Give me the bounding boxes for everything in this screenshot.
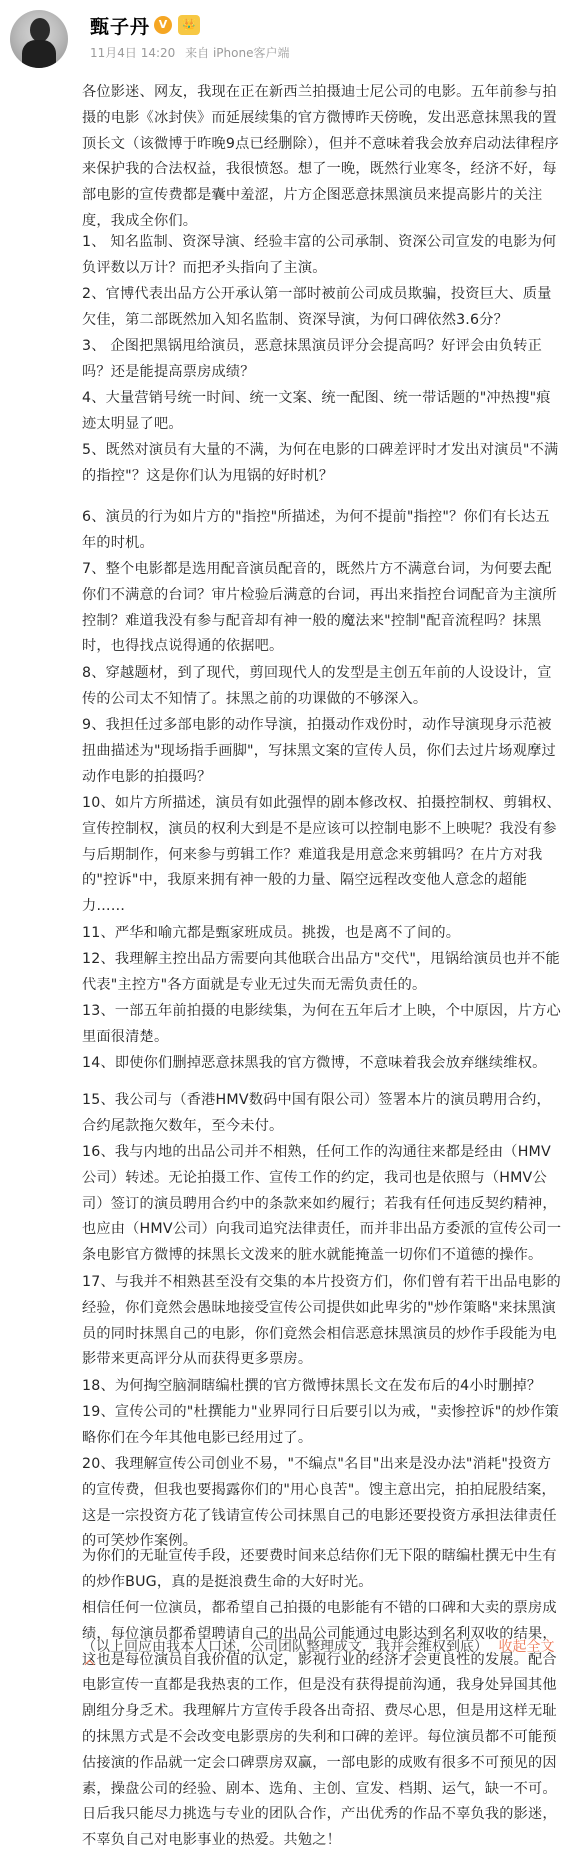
post-time: 11月4日 14:20 — [90, 46, 176, 60]
post-meta — [90, 44, 295, 61]
list-item: 13、一部五年前拍摄的电影续集，为何在五年后才上映，个中原因，片方心里面很清楚。 — [82, 1003, 561, 1045]
post-source[interactable]: 来自 iPhone客户端 — [185, 46, 290, 60]
list-item: 11、严华和喻亢都是甄家班成员。挑拨，也是离不了间的。 — [82, 925, 461, 941]
list-item: 2、官博代表出品方公开承认第一部时被前公司成员欺骗，投资巨大、质量欠佳，第二部既然加入知名监制、资深导演，为何口碑依然3.6分？ — [82, 286, 552, 328]
list-item: 19、宣传公司的"杜撰能力"业界同行日后要引以为戒，"卖惨控诉"的炒作策略你们在今年其他电影已经用过了。 — [82, 1404, 559, 1446]
post-footer — [82, 1636, 562, 1672]
collapse-label[interactable]: 收起全文 — [498, 1639, 555, 1655]
list-item: 15、我公司与（香港HMV数码中国有限公司）签署本片的演员聘用合约，合约尾款拖欠数年，至今未付。 — [82, 1092, 551, 1134]
footer-note: （以上回应由我本人口述，公司团队整理成文，我并会维权到底） — [82, 1639, 488, 1655]
list-item: 10、如片方所描述，演员有如此强悍的剧本修改权、拍摄控制权、剪辑权、宣传控制权，演员的权利大到是不是应该可以控制电影不上映呢？我没有参与后期制作，何来参与剪辑工作？难道我是用意念来剪辑吗？在片方对我的"控诉"中，我原来拥有神一般的力量、隔空远程改变他人意念的超能力…… — [82, 795, 561, 915]
verified-badge-icon: V — [154, 16, 172, 34]
chevron-up-icon[interactable] — [85, 1659, 95, 1669]
list-item: 8、穿越题材，到了现代，剪回现代人的发型是主创五年前的人设设计，宣传的公司太不知情了。抹黑之前的功课做的不够深入。 — [82, 665, 552, 707]
avatar[interactable] — [10, 10, 68, 68]
closing-paragraph: 为你们的无耻宣传手段，还要费时间来总结你们无下限的瞎编杜撰无中生有的炒作BUG，真的是挺浪费生命的大好时光。 — [82, 1548, 557, 1590]
closing-paragraph: 相信任何一位演员，都希望自己拍摄的电影能有不错的口碑和大卖的票房成绩，每位演员都希望聘请自己的出品公司能通过电影达到名利双收的结果，这也是每位演员自我价值的认定，影视行业的经济才会更良性的发展。配合电影宣传一直都是我热衷的工作，但是没有获得提前沟通，我身处异国其他剧组分身乏术。我理解片方宣传手段各出奇招、费尽心思，但是用这样无耻的抹黑方式是不会改变电影票房的失利和口碑的差评。每位演员都不可能预估接演的作品就一定会口碑票房双赢，一部电影的成败有很多不可预见的因素，操盘公司的经验、剧本、选角、主创、宣发、档期、运气，缺一不可。日后我只能尽力挑选与专业的团队合作，产出优秀的作品不辜负我的影迷，不辜负自己对电影事业的热爱。共勉之！ — [82, 1600, 557, 1849]
list-item: 18、为何掏空脑洞瞎编杜撰的官方微博抹黑长文在发布后的4小时删掉？ — [82, 1378, 542, 1394]
member-crown-icon: 👑 — [178, 15, 200, 35]
intro-paragraph: 各位影迷、网友，我现在正在新西兰拍摄迪士尼公司的电影。五年前参与拍摄的电影《冰封侠》而延展续集的官方微博昨天傍晚，发出恶意抹黑我的置顶长文（该微博于昨晚9点已经删除），但并不意味着我会放弃启动法律程序来保护我的合法权益，我很愤怒。想了一晚，既然行业寒冬，经济不好，每部电影的宣传费都是囊中羞涩，片方企图恶意抹黑演员来提高影片的关注度，我成全你们。 — [82, 84, 559, 229]
list-item: 7、整个电影都是选用配音演员配音的，既然片方不满意台词，为何要去配你们不满意的台词？审片检验后满意的台词，再出来指控台词配音为主演所控制？难道我没有参与配音却有神一般的魔法来"控制"配音流程吗？抹黑时，也得找点说得通的依据吧。 — [82, 561, 557, 655]
list-item: 9、我担任过多部电影的动作导演，拍摄动作戏份时，动作导演现身示范被扭曲描述为"现场指手画脚"，写抹黑文案的宣传人员，你们去过片场观摩过动作电影的拍摄吗？ — [82, 717, 556, 785]
list-item: 6、演员的行为如片方的"指控"所描述，为何不提前"指控"？你们有长达五年的时机。 — [82, 509, 550, 551]
post-header — [0, 0, 579, 86]
list-item: 17、与我并不相熟甚至没有交集的本片投资方们，你们曾有若干出品电影的经验，你们竟然会愚昧地接受宣传公司提供如此卑劣的"炒作策略"来抹黑演员的同时抹黑自己的电影，你们竟然会相信恶意抹黑演员的炒作手段能为电影带来更高评分从而获得更多票房。 — [82, 1274, 561, 1368]
list-item: 5、既然对演员有大量的不满，为何在电影的口碑差评时才发出对演员"不满的指控"？这是你们认为甩锅的好时机？ — [82, 442, 559, 484]
list-item: 12、我理解主控出品方需要向其他联合出品方"交代"，甩锅给演员也并不能代表"主控方"各方面就是专业无过失而无需负责任的。 — [82, 951, 560, 993]
username[interactable]: 甄子丹 — [90, 16, 151, 38]
list-item: 16、我与内地的出品公司并不相熟，任何工作的沟通往来都是经由（HMV公司）转述。无论拍摄工作、宣传工作的约定，我司也是依照与（HMV公司）签订的演员聘用合约中的条款来如约履行；若我有任何违反契约精神，也应由（HMV公司）向我司追究法律责任，而并非出品方委派的宣传公司一条电影官方微博的抹黑长文泼来的脏水就能掩盖一切你们不道德的操作。 — [82, 1144, 562, 1264]
list-item: 4、大量营销号统一时间、统一文案、统一配图、统一带话题的"冲热搜"痕迹太明显了吧。 — [82, 390, 551, 432]
list-item: 14、即使你们删掉恶意抹黑我的官方微博，不意味着我会放弃继续维权。 — [82, 1055, 547, 1071]
list-item: 3、 企图把黑锅甩给演员，恶意抹黑演员评分会提高吗？好评会由负转正吗？还是能提高票房成绩？ — [82, 338, 542, 380]
list-item: 1、 知名监制、资深导演、经验丰富的公司承制、资深公司宣发的电影为何负评数以万计？而把矛头指向了主演。 — [82, 234, 557, 276]
list-item: 20、我理解宣传公司创业不易，"不编点"名目"出来是没办法"消耗"投资方的宣传费，但我也要揭露你们的"用心良苦"。馊主意出完，拍拍屁股结案，这是一宗投资方花了钱请宣传公司抹黑自己的电影还要投资方承担法律责任的可笑炒作案例。 — [82, 1456, 557, 1550]
